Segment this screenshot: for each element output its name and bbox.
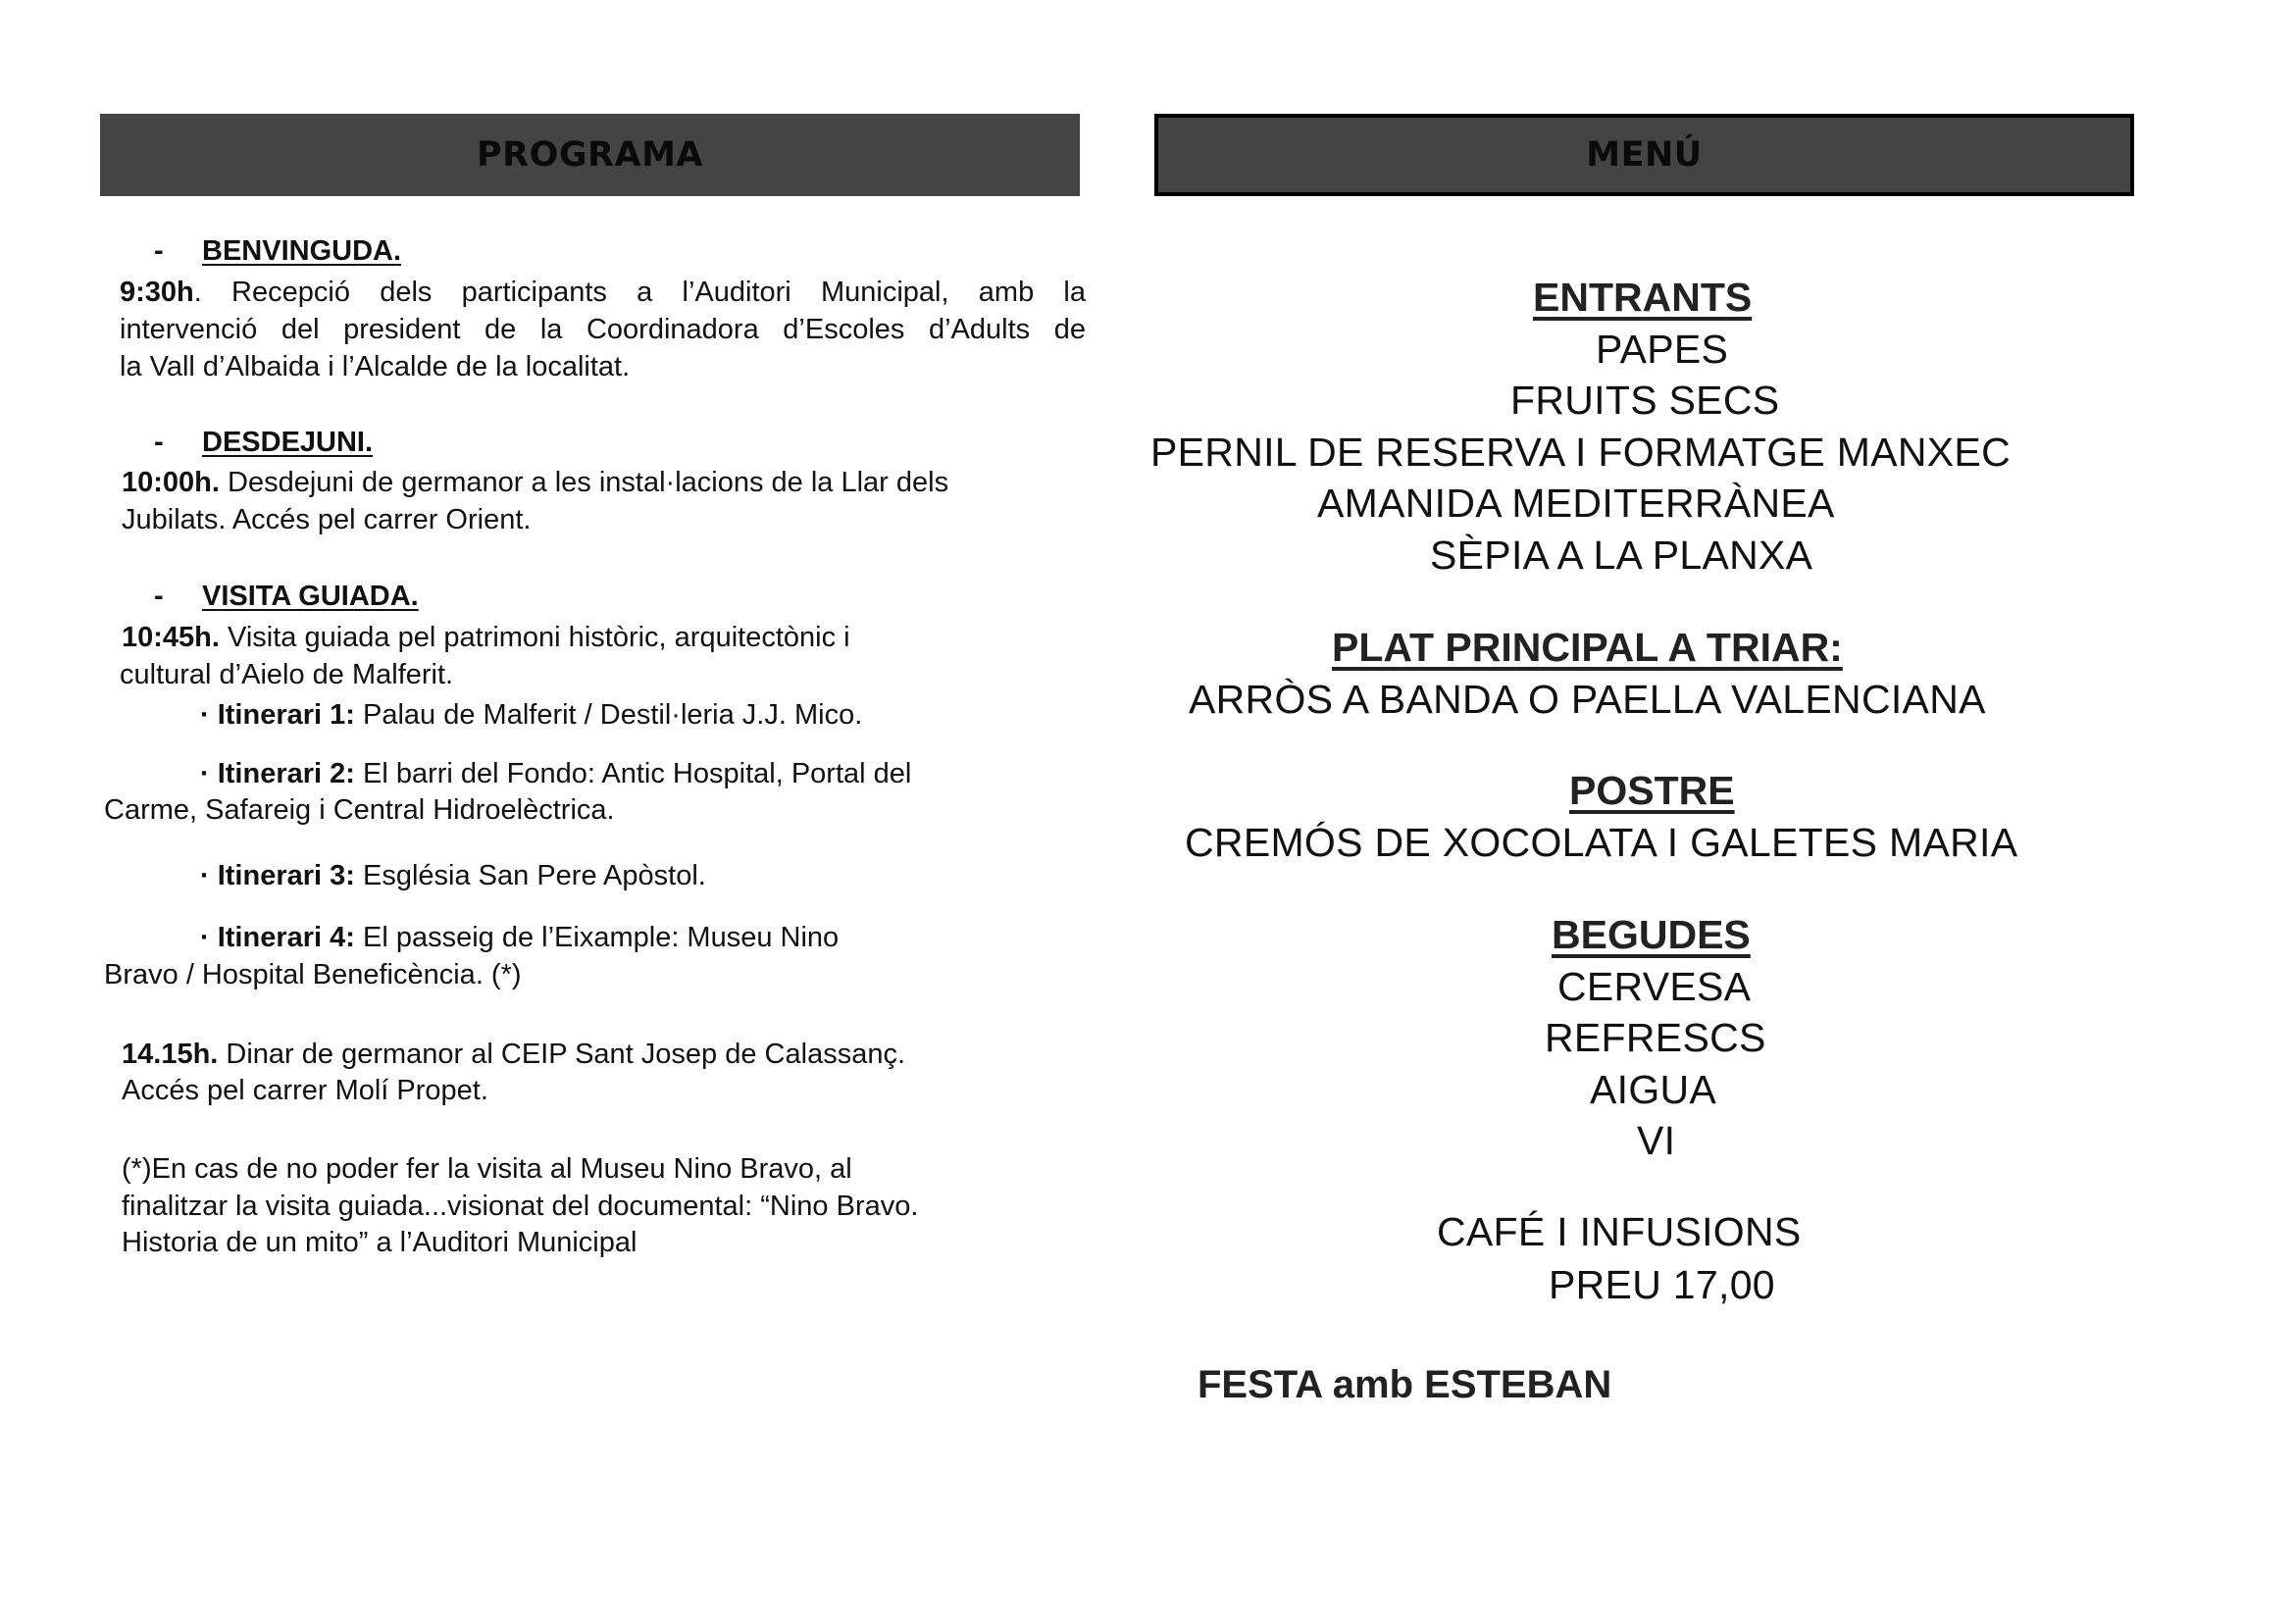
- section-text-line: 10:00h. Desdejuni de germanor a les instal·lacions de la Llar dels: [122, 467, 949, 498]
- section-heading: BENVINGUDA.: [202, 235, 402, 267]
- time-label: 10:00h.: [122, 467, 220, 498]
- itinerari-label: · Itinerari 4:: [200, 922, 355, 953]
- programa-title: PROGRAMA: [476, 135, 704, 175]
- footnote-line: Historia de un mito” a l’Auditori Municipal: [122, 1227, 637, 1258]
- section-text-line: intervenció del president de la Coordinadora d’Escoles d’Adults de: [120, 314, 1086, 345]
- itinerari-4: · Itinerari 4: El passeig de l’Eixample: Museu Nino: [200, 922, 840, 953]
- bullet-dash: -: [154, 235, 164, 267]
- footnote-line: (*)En cas de no poder fer la visita al Museu Nino Bravo, al: [122, 1153, 852, 1185]
- itinerari-label: · Itinerari 2:: [200, 758, 355, 789]
- menu-item: ARRÒS A BANDA O PAELLA VALENCIANA: [1189, 677, 1986, 722]
- menu-price: PREU 17,00: [1549, 1262, 1775, 1307]
- footnote-line: finalitzar la visita guiada...visionat del documental: “Nino Bravo.: [122, 1191, 919, 1222]
- itinerari-2-cont: Carme, Safareig i Central Hidroelèctrica.: [104, 794, 615, 826]
- itinerari-label: · Itinerari 1:: [200, 699, 355, 731]
- section-text-line: 10:45h. Visita guiada pel patrimoni històric, arquitectònic i: [122, 622, 850, 653]
- menu-item: FRUITS SECS: [1510, 378, 1780, 423]
- dinar-line: Accés pel carrer Molí Propet.: [122, 1075, 488, 1106]
- menu-cafe: CAFÉ I INFUSIONS: [1437, 1209, 1802, 1254]
- itinerari-1: · Itinerari 1: Palau de Malferit / Destil·leria J.J. Mico.: [200, 699, 863, 731]
- menu-section-heading: PLAT PRINCIPAL A TRIAR:: [1332, 625, 1843, 670]
- dinar-line: 14.15h. Dinar de germanor al CEIP Sant Josep de Calassanç.: [122, 1039, 906, 1070]
- menu-section-heading: POSTRE: [1569, 768, 1735, 813]
- section-text-line: cultural d’Aielo de Malferit.: [120, 659, 454, 690]
- menu-item: REFRESCS: [1545, 1015, 1766, 1060]
- bullet-dash: -: [154, 581, 164, 612]
- section-heading: VISITA GUIADA.: [202, 581, 419, 612]
- menu-item: PAPES: [1596, 327, 1729, 372]
- programa-header: [100, 114, 1080, 196]
- menu-item: VI: [1637, 1118, 1676, 1163]
- itinerari-2: · Itinerari 2: El barri del Fondo: Antic Hospital, Portal del: [200, 758, 912, 789]
- section-heading: DESDEJUNI.: [202, 427, 374, 458]
- menu-item: AIGUA: [1590, 1067, 1717, 1112]
- menu-header: [1154, 114, 2134, 196]
- section-text-line: Jubilats. Accés pel carrer Orient.: [122, 504, 532, 535]
- itinerari-3: · Itinerari 3: Església San Pere Apòstol.: [200, 860, 706, 891]
- time-label: 10:45h.: [122, 622, 220, 653]
- section-text-line: la Vall d’Albaida i l’Alcalde de la localitat.: [120, 351, 631, 382]
- menu-item: AMANIDA MEDITERRÀNEA: [1317, 481, 1835, 526]
- menu-section-heading: BEGUDES: [1552, 912, 1751, 957]
- itinerari-label: · Itinerari 3:: [200, 860, 355, 891]
- bullet-dash: -: [154, 427, 164, 458]
- menu-item: CREMÓS DE XOCOLATA I GALETES MARIA: [1185, 820, 2018, 865]
- menu-item: CERVESA: [1557, 964, 1752, 1009]
- festa-label: FESTA amb ESTEBAN: [1198, 1363, 1612, 1406]
- itinerari-4-cont: Bravo / Hospital Beneficència. (*): [104, 959, 522, 990]
- menu-title: MENÚ: [1586, 135, 1703, 175]
- menu-item: PERNIL DE RESERVA I FORMATGE MANXEC: [1150, 430, 2011, 475]
- section-text-line: 9:30h. Recepció dels participants a l’Auditori Municipal, amb la: [120, 277, 1086, 308]
- time-label: 9:30h: [120, 277, 194, 308]
- time-label: 14.15h.: [122, 1039, 219, 1070]
- menu-item: SÈPIA A LA PLANXA: [1430, 533, 1813, 578]
